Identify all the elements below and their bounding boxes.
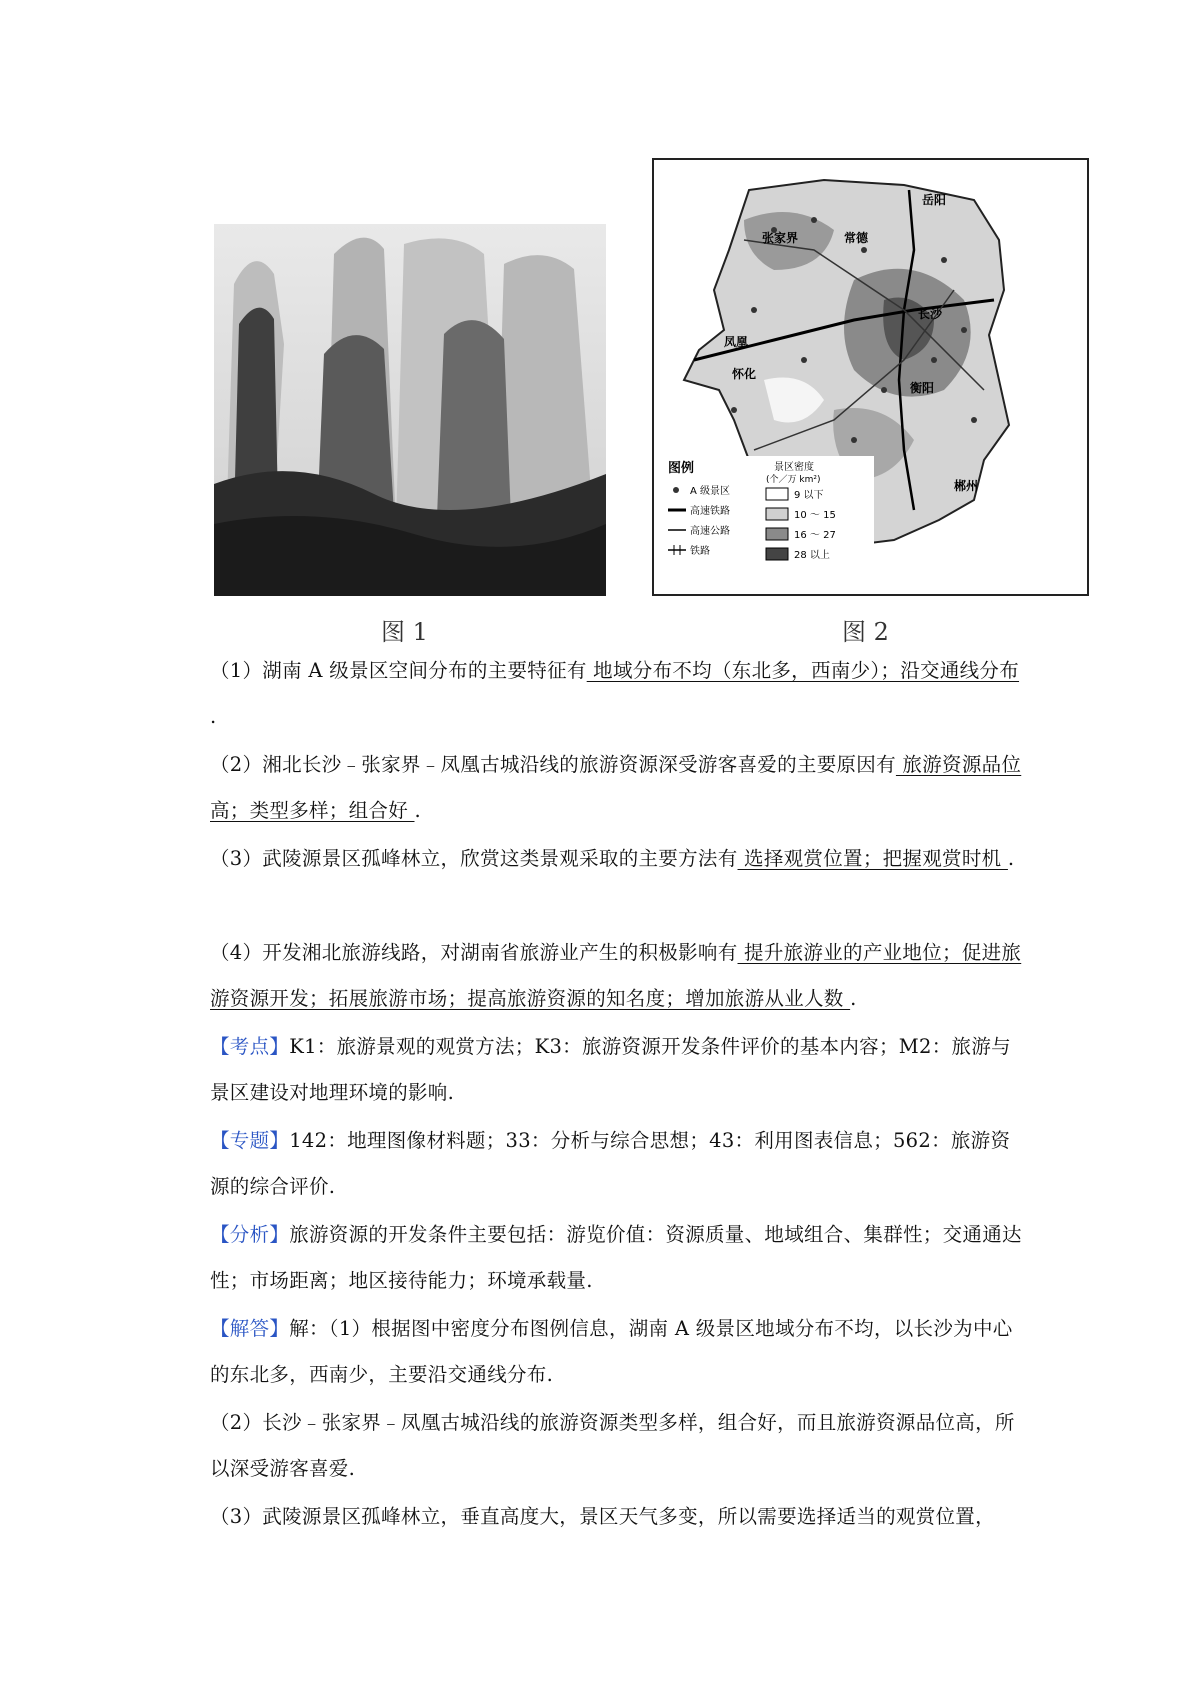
- map-city-label: 常德: [844, 231, 869, 245]
- figure-1-photo: [214, 224, 606, 596]
- section-tag: 【考点】: [210, 1035, 290, 1058]
- section-tag: 【专题】: [210, 1129, 290, 1152]
- question-1: （1）湖南 A 级景区空间分布的主要特征有 地域分布不均（东北多，西南少）；沿交通线分布 .: [210, 659, 1020, 728]
- section-fenxi: 【分析】旅游资源的开发条件主要包括：游览价值：资源质量、地域组合、集群性；交通通达性；市场距离；地区接待能力；环境承载量.: [210, 1223, 1022, 1292]
- section-zhuanti: 【专题】142：地理图像材料题；33：分析与综合思想；43：利用图表信息；562：旅游资源的综合评价.: [210, 1129, 1011, 1198]
- density-class: 9 以下: [794, 490, 824, 501]
- question-2: （2）湘北长沙﹣张家界﹣凤凰古城沿线的旅游资源深受游客喜爱的主要原因有 旅游资源品位高；类型多样；组合好 .: [210, 753, 1022, 822]
- answer-paragraph-3: （3）武陵源景区孤峰林立，垂直高度大，景区天气多变，所以需要选择适当的观赏位置，: [210, 1505, 995, 1528]
- section-tag: 【分析】: [210, 1223, 290, 1246]
- question-3: （3）武陵源景区孤峰林立，欣赏这类景观采取的主要方法有 选择观赏位置；把握观赏时机 .: [210, 847, 1015, 870]
- answer-underline: 提升旅游业的产业地位；促进旅游资源开发；拓展旅游市场；提高旅游资源的知名度；增加旅游从业人数: [210, 941, 1022, 1010]
- question-4: （4）开发湘北旅游线路，对湖南省旅游业产生的积极影响有 提升旅游业的产业地位；促进旅游资源开发；拓展旅游市场；提高旅游资源的知名度；增加旅游从业人数 .: [210, 941, 1022, 1010]
- legend-item: 铁路: [690, 546, 710, 557]
- answer-underline: 旅游资源品位高；类型多样；组合好: [210, 753, 1022, 822]
- karst-peaks-image: [214, 224, 606, 596]
- map-city-label: 衡阳: [910, 381, 935, 395]
- answer-underline: 地域分布不均（东北多，西南少）；沿交通线分布: [586, 659, 1020, 682]
- hunan-map: [654, 160, 1087, 594]
- density-class: 16 ～ 27: [794, 530, 836, 541]
- figure-1-caption: 图 1: [381, 618, 428, 646]
- map-legend: [664, 456, 874, 586]
- map-city-label: 郴州: [954, 479, 979, 493]
- figure-2-caption: 图 2: [842, 618, 889, 646]
- legend-item: 高速铁路: [690, 506, 730, 517]
- map-city-label: 张家界: [762, 231, 799, 245]
- density-class: 28 以上: [794, 550, 830, 561]
- section-tag: 【解答】: [210, 1317, 290, 1340]
- map-city-label: 长沙: [918, 307, 943, 321]
- density-title: 景区密度: [774, 462, 814, 473]
- answer-underline: 选择观赏位置；把握观赏时机: [737, 847, 1008, 870]
- map-city-label: 凤凰: [724, 335, 749, 349]
- map-city-label: 怀化: [732, 367, 757, 381]
- map-city-label: 岳阳: [922, 193, 947, 207]
- answer-paragraph-2: （2）长沙﹣张家界﹣凤凰古城沿线的旅游资源类型多样，组合好，而且旅游资源品位高，所以深受游客喜爱.: [210, 1411, 1015, 1480]
- figure-2-map: [652, 158, 1089, 596]
- section-kaodian: 【考点】K1：旅游景观的观赏方法；K3：旅游资源开发条件评价的基本内容；M2：旅游与景区建设对地理环境的影响.: [210, 1035, 1011, 1104]
- density-class: 10 ～ 15: [794, 510, 836, 521]
- section-jieda: 【解答】解：（1）根据图中密度分布图例信息，湖南 A 级景区地域分布不均，以长沙为中心的东北多，西南少，主要沿交通线分布.: [210, 1317, 1013, 1386]
- legend-title: 图例: [668, 461, 695, 476]
- density-unit: (个／万 km²): [766, 475, 821, 485]
- legend-item: 高速公路: [690, 526, 730, 537]
- legend-item: A 级景区: [690, 486, 731, 497]
